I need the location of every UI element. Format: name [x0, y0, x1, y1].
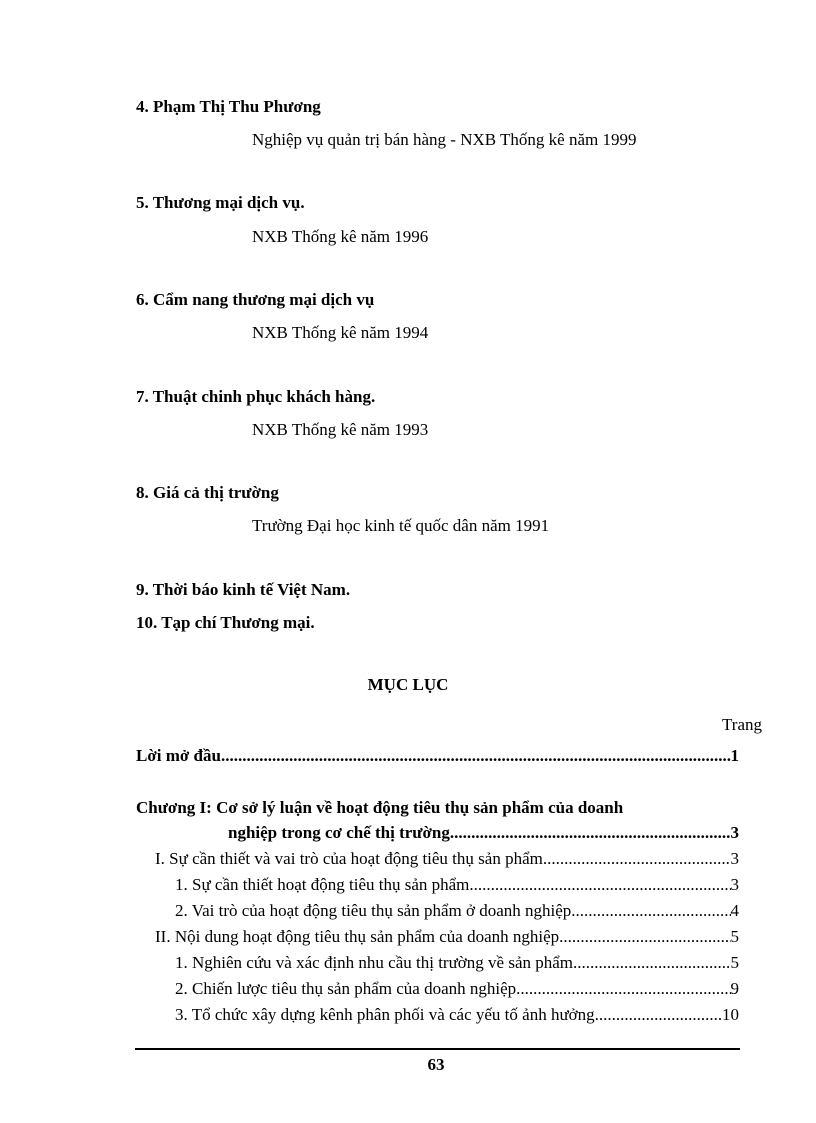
- reference-detail: Trường Đại học kinh tế quốc dân năm 1991: [252, 516, 550, 535]
- toc-leader-dots: [563, 927, 730, 947]
- toc-entry-label: 1. Nghiên cứu và xác định nhu cầu thị trường về sản phẩm.: [175, 953, 578, 972]
- toc-leader-dots: [577, 953, 730, 973]
- toc-entry-page: 3: [730, 823, 739, 842]
- toc-entry-label: 2. Vai trò của hoạt động tiêu thụ sản phẩm ở doanh nghiệp.: [175, 901, 576, 920]
- reference-title: 8. Giá cả thị trường: [136, 483, 279, 502]
- reference-title: 10. Tạp chí Thương mại.: [136, 613, 315, 632]
- reference-title: 6. Cẩm nang thương mại dịch vụ: [136, 290, 375, 309]
- toc-entry-label: 2. Chiến lược tiêu thụ sản phẩm của doanh nghiệp: [175, 979, 517, 998]
- toc-entry-page: 3: [730, 875, 739, 894]
- toc-entry-label: nghiệp trong cơ chế thị trường: [228, 823, 450, 842]
- reference-detail: NXB Thống kê năm 1993: [252, 420, 429, 439]
- reference-title: 9. Thời báo kinh tế Việt Nam.: [136, 580, 351, 599]
- reference-detail: NXB Thống kê năm 1994: [252, 323, 429, 342]
- toc-entry-page: 9: [730, 979, 739, 998]
- toc-leader-dots: [469, 875, 730, 895]
- toc-entry-label: 1. Sự cần thiết hoạt động tiêu thụ sản phẩm: [175, 875, 470, 894]
- toc-leader-dots: [543, 849, 731, 869]
- toc-entry[interactable]: [175, 875, 739, 895]
- toc-entry-page: 4: [730, 901, 739, 920]
- toc-entry-page: 1: [730, 746, 739, 765]
- toc-leader-dots: [516, 979, 730, 999]
- toc-entry[interactable]: [175, 1005, 739, 1025]
- toc-chapter-title-line1: Chương I: Cơ sở lý luận về hoạt động tiêu thụ sản phẩm của doanh: [136, 798, 624, 817]
- footer-rule: [135, 1048, 740, 1050]
- toc-entry[interactable]: [175, 901, 739, 921]
- toc-entry-label: I. Sự cần thiết và vai trò của hoạt động tiêu thụ sản phẩm: [155, 849, 543, 868]
- toc-entry-chapter1[interactable]: [228, 823, 739, 843]
- toc-leader-dots: [221, 746, 731, 766]
- toc-entry-label: 3. Tổ chức xây dựng kênh phân phối và các yếu tố ảnh hưởng: [175, 1005, 595, 1024]
- toc-entry[interactable]: [175, 979, 739, 999]
- reference-detail: Nghiệp vụ quản trị bán hàng - NXB Thống kê năm 1999: [252, 130, 637, 149]
- toc-page-header: Trang: [722, 715, 762, 734]
- toc-entry-label: Lời mở đầu: [136, 746, 221, 765]
- reference-title: 5. Thương mại dịch vụ.: [136, 193, 305, 212]
- toc-entry-page: 5: [730, 953, 739, 972]
- toc-entry-label: II. Nội dung hoạt động tiêu thụ sản phẩm của doanh nghiệp.: [155, 927, 564, 946]
- toc-entry-intro[interactable]: [136, 746, 739, 766]
- toc-entry-page: 5: [730, 927, 739, 946]
- toc-entry-page: 10: [722, 1005, 739, 1024]
- toc-leader-dots: [595, 1005, 722, 1025]
- toc-entry[interactable]: [155, 927, 739, 947]
- page-number: 63: [427, 1055, 445, 1074]
- toc-heading: MỤC LỤC: [367, 675, 449, 694]
- reference-title: 7. Thuật chinh phục khách hàng.: [136, 387, 376, 406]
- reference-detail: NXB Thống kê năm 1996: [252, 227, 429, 246]
- toc-entry-page: 3: [730, 849, 739, 868]
- toc-leader-dots: [450, 823, 731, 843]
- reference-title: 4. Phạm Thị Thu Phương: [136, 97, 321, 116]
- toc-entry[interactable]: [175, 953, 739, 973]
- toc-leader-dots: [576, 901, 731, 921]
- toc-entry[interactable]: [155, 849, 739, 869]
